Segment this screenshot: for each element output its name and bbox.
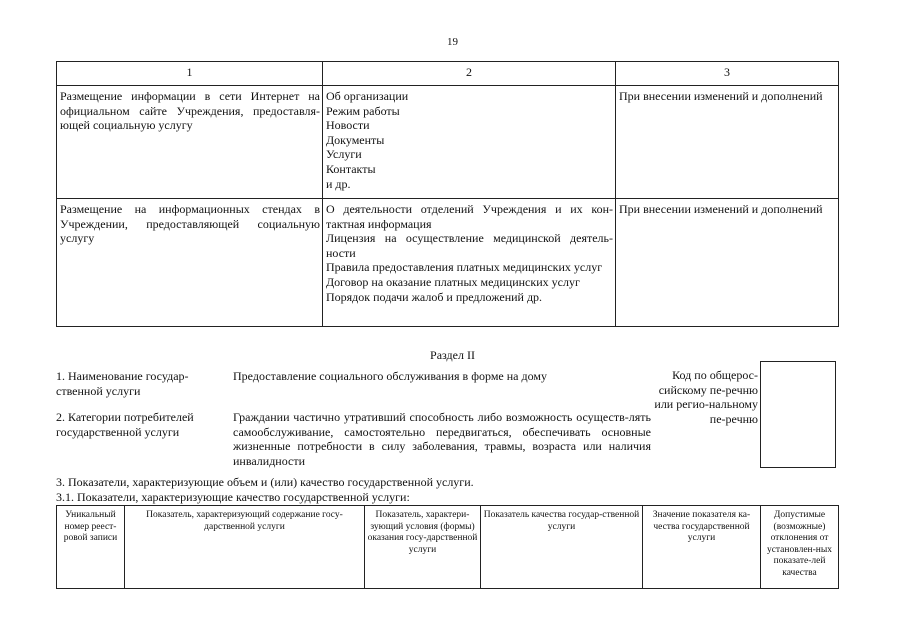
column-header: 1: [57, 62, 323, 86]
indicators-heading: 3. Показатели, характеризующие объем и (или) качество государственной услуги.: [56, 475, 474, 489]
consumer-category-value: Граждании частично утративший способность либо возможность осуществ-лять самообслуживание, самостоятельно передвигаться, обеспечивать основные жизненные потребности в силу заболевания, травмы, возраста или наличия инвалидности: [233, 410, 651, 468]
table-row: [57, 199, 839, 327]
content-line: О деятельности отделений Учреждения и их кон-тактная информация: [326, 202, 613, 231]
consumer-category-label: 2. Категории потребителей государственной услуги: [56, 410, 194, 439]
quality-indicators-table: [56, 505, 839, 589]
page-number: 19: [447, 36, 458, 48]
table-header-row: [57, 62, 839, 86]
content-line: Документы: [326, 132, 385, 147]
update-frequency-cell: При внесении изменений и дополнений: [616, 86, 839, 199]
content-line: Контакты: [326, 161, 376, 176]
content-line: Услуги: [326, 147, 362, 162]
update-frequency-cell: При внесении изменений и дополнений: [616, 199, 839, 327]
content-line: Порядок подачи жалоб и предложений др.: [326, 289, 543, 304]
quality-indicators-heading: 3.1. Показатели, характеризующие качество государственной услуги:: [56, 490, 410, 504]
column-header: Показатель, характери-зующий условия (формы) оказания госу-дарственной услуги: [365, 506, 481, 589]
column-header: Уникальный номер реест-ровой записи: [57, 506, 125, 589]
column-header: Допустимые (возможные) отклонения от установлен-ных показате-лей качества: [761, 506, 839, 589]
info-placement-table: [56, 61, 839, 327]
content-cell: [323, 199, 616, 327]
content-cell: [323, 86, 616, 199]
placement-method-cell: Размещение информации в сети Интернет на официальном сайте Учреждения, предоставля-ющей социальную услугу: [57, 86, 323, 199]
column-header: 2: [323, 62, 616, 86]
section-title: Раздел II: [430, 348, 475, 362]
content-line: Новости: [326, 118, 370, 133]
content-line: Правила предоставления платных медицинских услуг: [326, 260, 603, 275]
service-name-label: 1. Наименование государ-ственной услуги: [56, 369, 189, 398]
content-line: Режим работы: [326, 103, 400, 118]
placement-method-cell: Размещение на информационных стендах в Учреждении, предоставляющей социальную услугу: [57, 199, 323, 327]
content-line: Договор на оказание платных медицинских услуг: [326, 274, 580, 289]
content-line: и др.: [326, 176, 351, 191]
registry-code-label: Код по общерос-сийскому пе-речню или регио-нальному пе-речню: [654, 368, 758, 426]
service-name-value: Предоставление социального обслуживания в форме на дому: [233, 369, 547, 383]
content-line: Об организации: [326, 89, 409, 103]
content-line: Лицензия на осуществление медицинской деятель-ности: [326, 231, 613, 260]
table-row: [57, 86, 839, 199]
column-header: Показатель качества государ-ственной услуги: [481, 506, 643, 589]
column-header: 3: [616, 62, 839, 86]
column-header: Показатель, характеризующий содержание госу-дарственной услуги: [125, 506, 365, 589]
registry-code-box: [760, 361, 836, 468]
table-header-row: [57, 506, 839, 589]
column-header: Значение показателя ка-чества государственной услуги: [643, 506, 761, 589]
